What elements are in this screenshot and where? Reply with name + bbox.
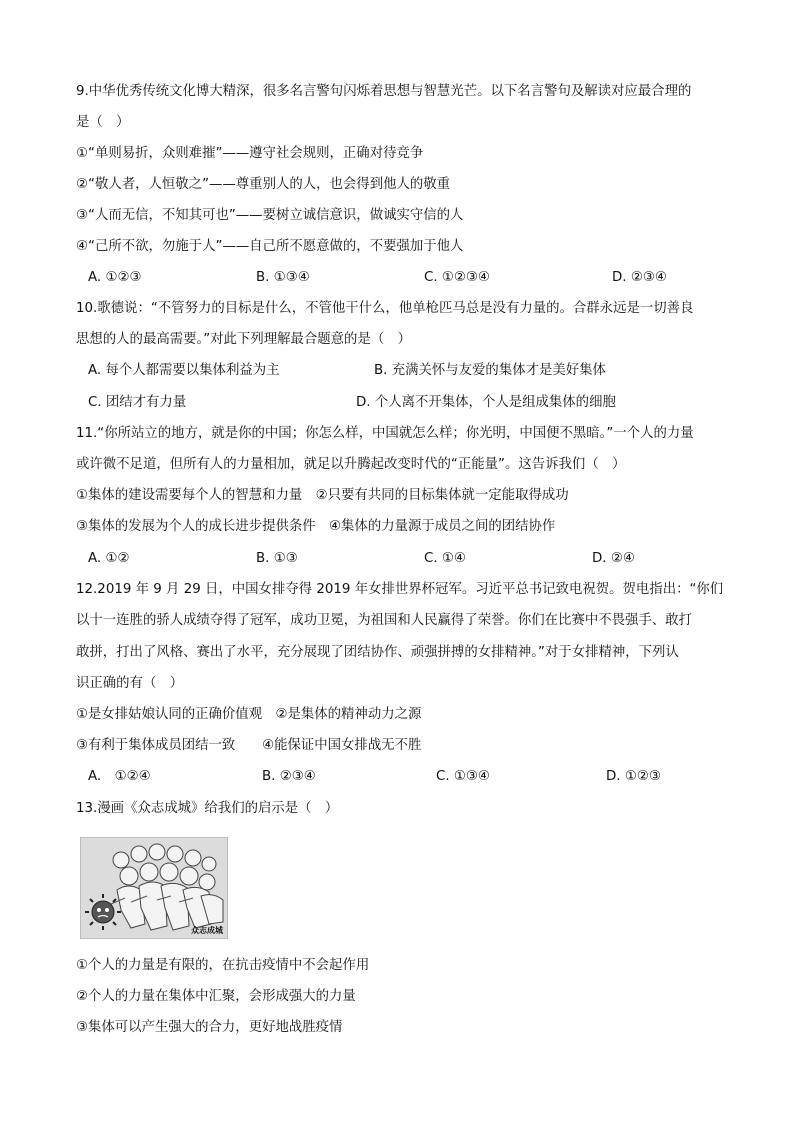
q12-option-c: C. ①③④ bbox=[436, 769, 490, 784]
q9-option-d: D. ②③④ bbox=[612, 270, 667, 285]
q13-item-1: ①个人的力量是有限的，在抗击疫情中不会起作用 bbox=[76, 958, 370, 973]
q9-stem-line2: 是（ ） bbox=[76, 115, 130, 130]
q9-option-a: A. ①②③ bbox=[88, 270, 142, 285]
q9-option-b: B. ①③④ bbox=[256, 270, 310, 285]
q11-option-b: B. ①③ bbox=[256, 551, 298, 566]
q10-option-d: D. 个人离不开集体，个人是组成集体的细胞 bbox=[356, 395, 616, 410]
cartoon-image bbox=[80, 837, 228, 939]
q11-option-a: A. ①② bbox=[88, 551, 130, 566]
q13-item-3: ③集体可以产生强大的合力，更好地战胜疫情 bbox=[76, 1020, 343, 1035]
q11-option-c: C. ①④ bbox=[424, 551, 466, 566]
q9-item-1: ①“单则易折，众则难摧”——遵守社会规则，正确对待竞争 bbox=[76, 146, 424, 161]
q12-stem-line1: 12.2019 年 9 月 29 日，中国女排夺得 2019 年女排世界杯冠军。习近平总书记致电祝贺。贺电指出：“你们 bbox=[76, 582, 724, 597]
q11-items-line2: ③集体的发展为个人的成长进步提供条件 ④集体的力量源于成员之间的团结协作 bbox=[76, 519, 556, 534]
q9-option-c: C. ①②③④ bbox=[424, 270, 490, 285]
q13-stem: 13.漫画《众志成城》给我们的启示是（ ） bbox=[76, 801, 339, 816]
q10-stem-line2: 思想的人的最高需要。”对此下列理解最合题意的是（ ） bbox=[76, 332, 412, 347]
q13-item-2: ②个人的力量在集体中汇聚，会形成强大的力量 bbox=[76, 989, 356, 1004]
q9-stem-line1: 9.中华优秀传统文化博大精深，很多名言警句闪烁着思想与智慧光芒。以下名言警句及解读对应最合理的 bbox=[76, 84, 692, 99]
q12-stem-line3: 敢拼，打出了风格、赛出了水平，充分展现了团结协作、顽强拼搏的女排精神。”对于女排精神，下列认 bbox=[76, 645, 679, 660]
q12-stem-line2: 以十一连胜的骄人成绩夺得了冠军，成功卫冕，为祖国和人民赢得了荣誉。你们在比赛中不畏强手、敢打 bbox=[76, 613, 692, 628]
q11-option-d: D. ②④ bbox=[592, 551, 635, 566]
q10-option-a: A. 每个人都需要以集体利益为主 bbox=[88, 363, 280, 378]
q10-option-b: B. 充满关怀与友爱的集体才是美好集体 bbox=[374, 363, 606, 378]
q9-item-4: ④“己所不欲，勿施于人”——自己所不愿意做的，不要强加于他人 bbox=[76, 239, 464, 254]
q12-items-line2: ③有利于集体成员团结一致 ④能保证中国女排战无不胜 bbox=[76, 738, 422, 753]
q11-stem-line2: 或许微不足道，但所有人的力量相加，就足以升腾起改变时代的“正能量”。这告诉我们（ ） bbox=[76, 457, 626, 472]
q11-stem-line1: 11.“你所站立的地方，就是你的中国；你怎么样，中国就怎么样；你光明，中国便不黑暗。”一个人的力量 bbox=[76, 426, 694, 441]
cartoon-illustration bbox=[81, 838, 227, 938]
q9-item-2: ②“敬人者，人恒敬之”——尊重别人的人，也会得到他人的敬重 bbox=[76, 177, 451, 192]
q12-stem-line4: 识正确的有（ ） bbox=[76, 676, 184, 691]
cartoon-caption: 众志成城 bbox=[191, 926, 223, 935]
q12-items-line1: ①是女排姑娘认同的正确价值观 ②是集体的精神动力之源 bbox=[76, 707, 422, 722]
q10-option-c: C. 团结才有力量 bbox=[88, 395, 187, 410]
q11-items-line1: ①集体的建设需要每个人的智慧和力量 ②只要有共同的目标集体就一定能取得成功 bbox=[76, 488, 569, 503]
q12-option-a: A. ①②④ bbox=[88, 769, 151, 784]
q10-stem-line1: 10.歌德说：“不管努力的目标是什么，不管他干什么，他单枪匹马总是没有力量的。合群永远是一切善良 bbox=[76, 301, 694, 316]
q9-item-3: ③“人而无信，不知其可也”——要树立诚信意识，做诚实守信的人 bbox=[76, 208, 464, 223]
q12-option-d: D. ①②③ bbox=[606, 769, 661, 784]
q12-option-b: B. ②③④ bbox=[262, 769, 316, 784]
